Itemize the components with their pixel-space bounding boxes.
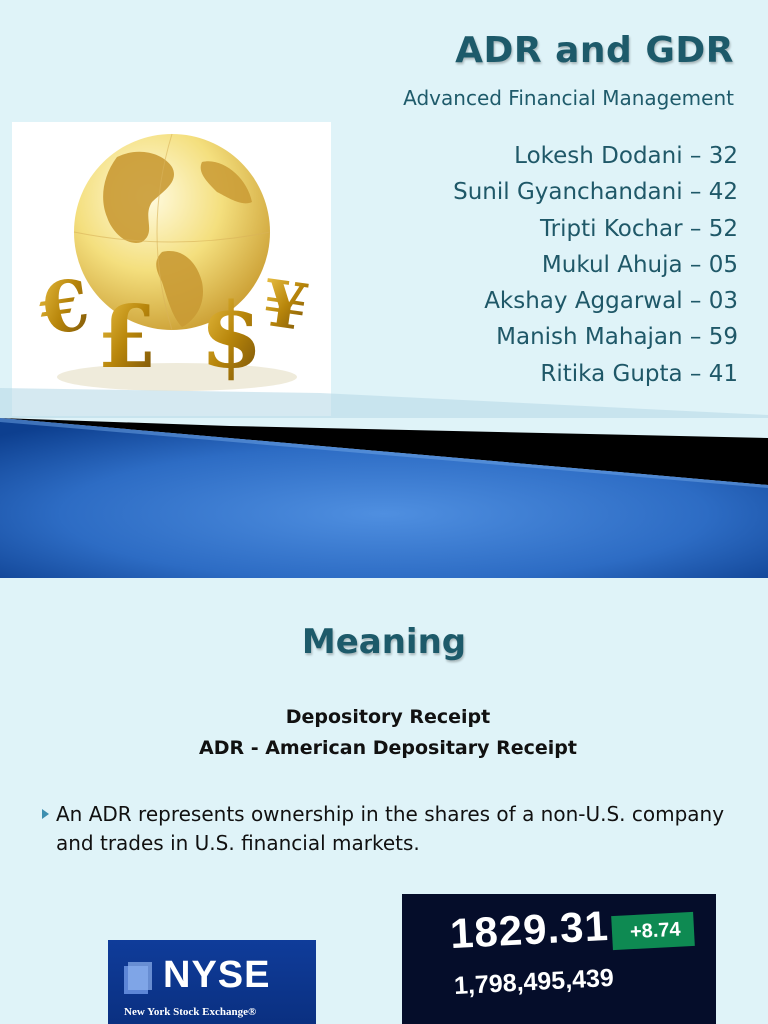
nyse-mark-icon: [124, 962, 154, 996]
nyse-tagline: New York Stock Exchange®: [124, 1006, 257, 1018]
member-item: Tripti Kochar – 52: [539, 215, 738, 242]
member-item: Mukul Ahuja – 05: [541, 251, 738, 278]
member-item: Sunil Gyanchandani – 42: [453, 179, 738, 206]
member-item: Akshay Aggarwal – 03: [484, 288, 738, 315]
member-item: Lokesh Dodani – 32: [514, 143, 738, 169]
bullet-point: [56, 800, 736, 858]
slide-subtitle: Advanced Financial Management: [403, 86, 734, 110]
nyse-logo: [108, 940, 316, 1024]
bullet-text: An ADR represents ownership in the shares of a non-U.S. company and trades in U.S. financial markets.: [56, 802, 725, 855]
definition-line: Depository Receipt: [285, 706, 491, 728]
slide-heading: Meaning: [301, 622, 467, 662]
nyse-name: NYSE: [163, 954, 271, 996]
ticker-index: 1829.31: [448, 901, 610, 958]
stock-ticker-image: [402, 894, 716, 1024]
ticker-change-value: +8.74: [629, 918, 682, 944]
gold-globe-currency-image: [12, 122, 331, 416]
bullet-arrow-icon: [42, 809, 49, 819]
svg-text:£: £: [97, 287, 157, 388]
slide-title: ADR and GDR: [455, 30, 734, 71]
ticker-volume: 1,798,495,439: [453, 963, 615, 1001]
decorative-blue-band: [0, 388, 768, 578]
member-item: Ritika Gupta – 41: [540, 360, 738, 387]
member-item: Manish Mahajan – 59: [496, 324, 738, 351]
ticker-change-badge: [611, 912, 695, 950]
member-list: [453, 138, 738, 392]
gold-globe-currency-icon: [12, 122, 331, 416]
svg-text:€: €: [34, 262, 95, 352]
svg-text:$: $: [200, 283, 263, 389]
meaning-slide: [0, 578, 768, 1024]
definition-line: ADR - American Depositary Receipt: [199, 737, 577, 759]
svg-text:¥: ¥: [257, 265, 313, 347]
